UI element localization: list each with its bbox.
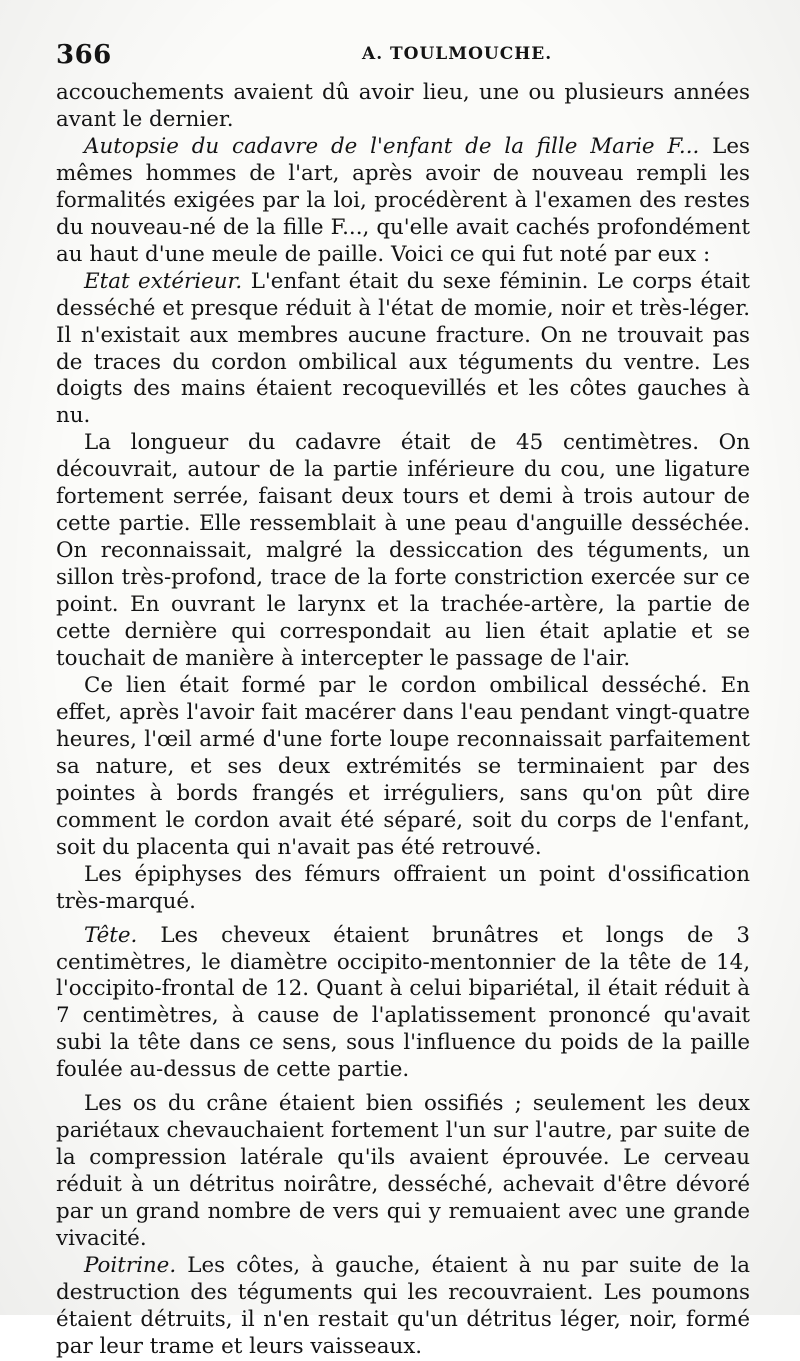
paragraph-text: La longueur du cadavre était de 45 centimètres. On découvrait, autour de la partie inférieure du cou, une ligature fortement serrée, faisant deux tours et demi à trois autour de cette partie. Elle ressemblait à une peau d'anguille desséchée. On reconnaissait, malgré la dessiccation des téguments, un sillon très-profond, trace de la forte constriction exercée sur ce point. En ouvrant le larynx et la trachée-artère, la partie de cette dernière qui correspondait au lien était aplatie et se touchait de manière à intercepter le passage de l'air. <box>56 430 750 672</box>
paragraph <box>56 134 750 269</box>
paragraph <box>56 862 750 916</box>
paragraph-text: Les côtes, à gauche, étaient à nu par suite de la destruction des téguments qui les recouvraient. Les poumons étaient détruits, il n'en restait qu'un détritus léger, noir, formé par leur trame et leurs vaisseaux. <box>56 1252 750 1359</box>
paragraph-text: L'enfant était du sexe féminin. Le corps était desséché et presque réduit à l'état de momie, noir et très-léger. Il n'existait aux membres aucune fracture. On ne trouvait pas de traces du cordon ombilical aux téguments du ventre. Les doigts des mains étaient recoquevillés et les côtes gauches à nu. <box>56 268 750 429</box>
paragraph-text: accouchements avaient dû avoir lieu, une ou plusieurs années avant le dernier. <box>56 80 750 132</box>
paragraph-text: Les mêmes hommes de l'art, après avoir de nouveau rempli les formalités exigées par la loi, procédèrent à l'examen des restes du nouveau-né de la fille F..., qu'elle avait cachés profondément au haut d'une meule de paille. Voici ce qui fut noté par eux : <box>56 133 750 267</box>
section-lead: Tête. <box>84 922 138 948</box>
paragraph <box>56 1091 750 1253</box>
page-number: 366 <box>56 40 112 70</box>
paragraph <box>56 673 750 862</box>
body-text <box>56 80 750 1361</box>
running-head: A. TOULMOUCHE. <box>362 44 553 64</box>
section-lead: Autopsie du cadavre de l'enfant de la fille Marie F... <box>84 133 700 159</box>
paragraph <box>56 923 750 1085</box>
paragraph-text: Les épiphyses des fémurs offraient un point d'ossification très-marqué. <box>56 861 750 914</box>
section-lead: Poitrine. <box>84 1252 177 1278</box>
paragraph-text: Les os du crâne étaient bien ossifiés ; seulement les deux pariétaux chevauchaient fortement l'un sur l'autre, par suite de la compression latérale qu'ils avaient éprouvée. Le cerveau réduit à un détritus noirâtre, desséché, achevait d'être dévoré par un grand nombre de vers qui y remuaient avec une grande vivacité. <box>56 1091 750 1252</box>
paragraph-text: Les cheveux étaient brunâtres et longs de 3 centimètres, le diamètre occipito-mentonnier de la tête de 14, l'occipito-frontal de 12. Quant à celui bipariétal, il était réduit à 7 centimètres, à cause de l'aplatissement prononcé qu'avait subi la tête dans ce sens, sous l'influence du poids de la paille foulée au-dessus de cette partie. <box>56 922 750 1083</box>
paragraph-text: Ce lien était formé par le cordon ombilical desséché. En effet, après l'avoir fait macérer dans l'eau pendant vingt-quatre heures, l'œil armé d'une forte loupe reconnaissait parfaitement sa nature, et ses deux extrémités se terminaient par des pointes à bords frangés et irréguliers, sans qu'on pût dire comment le cordon avait été séparé, soit du corps de l'enfant, soit du placenta qui n'avait pas été retrouvé. <box>56 672 750 860</box>
paragraph <box>56 80 750 134</box>
paragraph <box>56 430 750 673</box>
page-header <box>52 40 748 74</box>
paragraph <box>56 1253 750 1361</box>
section-lead: Etat extérieur. <box>84 268 243 294</box>
paragraph <box>56 269 750 431</box>
